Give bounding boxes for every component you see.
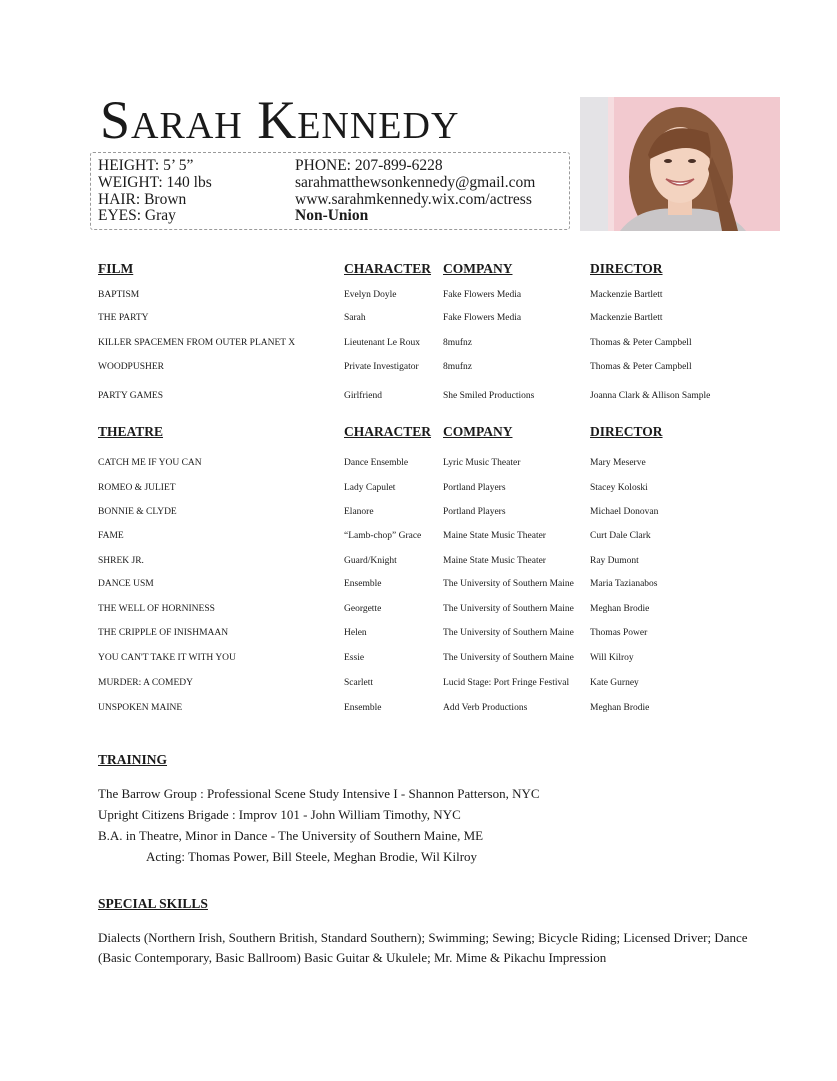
theatre-character: “Lamb-chop” Grace [344,531,422,541]
theatre-director: Will Kilroy [590,653,634,663]
film-director-heading: DIRECTOR [590,261,663,276]
skills-line: Dialects (Northern Irish, Southern British, Standard Southern); Swimming; Sewing; Bicycle Riding; Licensed Driver; Dance [98,930,748,945]
email-text: sarahmatthewsonkennedy@gmail.com [295,174,536,191]
theatre-company: Add Verb Productions [443,703,528,713]
film-title: BAPTISM [98,290,140,300]
theatre-title: UNSPOKEN MAINE [98,703,183,713]
theatre-director: Ray Dumont [590,556,639,566]
theatre-title: CATCH ME IF YOU CAN [98,458,202,468]
film-character: Sarah [344,313,366,323]
phone-text: PHONE: 207-899-6228 [295,157,443,174]
film-company: Fake Flowers Media [443,313,522,323]
theatre-company: The University of Southern Maine [443,579,574,589]
theatre-company: The University of Southern Maine [443,604,574,614]
theatre-director-heading: DIRECTOR [590,424,663,439]
theatre-director: Kate Gurney [590,678,639,688]
theatre-title: SHREK JR. [98,556,144,566]
theatre-director: Maria Tazianabos [590,579,658,589]
skills-line: (Basic Contemporary, Basic Ballroom) Basic Guitar & Ukulele; Mr. Mime & Pikachu Impression [98,950,607,965]
theatre-director: Stacey Koloski [590,483,648,493]
weight-text: WEIGHT: 140 lbs [98,174,212,191]
film-director: Joanna Clark & Allison Sample [590,391,711,401]
film-company: 8mufnz [443,338,473,348]
theatre-title: ROMEO & JULIET [98,483,176,493]
training-heading: TRAINING [98,752,168,767]
page-title: Sarah Kennedy [100,90,460,150]
film-character: Lieutenant Le Roux [344,338,420,348]
film-company: Fake Flowers Media [443,290,522,300]
training-line: Acting: Thomas Power, Bill Steele, Meghan Brodie, Wil Kilroy [146,849,478,864]
theatre-character: Ensemble [344,579,382,589]
theatre-title: FAME [98,531,124,541]
film-director: Thomas & Peter Campbell [590,338,692,348]
film-title: THE PARTY [98,313,149,323]
theatre-director: Mary Meserve [590,458,646,468]
theatre-character: Elanore [344,507,374,517]
theatre-company: Portland Players [443,507,506,517]
theatre-character: Dance Ensemble [344,458,409,468]
special-skills-heading: SPECIAL SKILLS [98,896,208,911]
theatre-company: Lucid Stage: Port Fringe Festival [443,678,570,688]
film-director: Mackenzie Bartlett [590,290,663,300]
theatre-title: DANCE USM [98,579,154,589]
theatre-heading: THEATRE [98,424,164,439]
theatre-character: Georgette [344,604,382,614]
theatre-director: Thomas Power [590,628,648,638]
theatre-company: Portland Players [443,483,506,493]
film-character: Girlfriend [344,391,382,401]
theatre-title: THE CRIPPLE OF INISHMAAN [98,628,229,638]
theatre-character: Ensemble [344,703,382,713]
film-director: Thomas & Peter Campbell [590,362,692,372]
film-character: Private Investigator [344,362,419,372]
theatre-title: BONNIE & CLYDE [98,507,177,517]
film-company: 8mufnz [443,362,473,372]
training-line: The Barrow Group : Professional Scene Study Intensive I - Shannon Patterson, NYC [98,786,540,801]
theatre-title: THE WELL OF HORNINESS [98,604,215,614]
height-text: HEIGHT: 5’ 5” [98,157,194,174]
theatre-director: Meghan Brodie [590,604,650,614]
theatre-character: Essie [344,653,365,663]
theatre-character-heading: CHARACTER [344,424,432,439]
training-line: Upright Citizens Brigade : Improv 101 - John William Timothy, NYC [98,807,461,822]
website-text: www.sarahmkennedy.wix.com/actress [295,191,532,208]
theatre-title: YOU CAN'T TAKE IT WITH YOU [98,653,236,663]
theatre-director: Meghan Brodie [590,703,650,713]
film-character: Evelyn Doyle [344,290,397,300]
eyes-text: EYES: Gray [98,207,176,224]
film-title: WOODPUSHER [98,362,164,372]
film-director: Mackenzie Bartlett [590,313,663,323]
film-character-heading: CHARACTER [344,261,432,276]
theatre-company-heading: COMPANY [443,424,513,439]
theatre-company: The University of Southern Maine [443,628,574,638]
theatre-character: Helen [344,628,367,638]
headshot-photo [580,97,780,231]
film-heading: FILM [98,261,134,276]
theatre-character: Lady Capulet [344,483,396,493]
film-company-heading: COMPANY [443,261,513,276]
theatre-director: Michael Donovan [590,507,659,517]
film-company: She Smiled Productions [443,391,535,401]
training-line: B.A. in Theatre, Minor in Dance - The University of Southern Maine, ME [98,828,484,843]
film-title: PARTY GAMES [98,391,163,401]
hair-text: HAIR: Brown [98,191,187,208]
theatre-company: Maine State Music Theater [443,531,546,541]
theatre-director: Curt Dale Clark [590,531,651,541]
theatre-character: Scarlett [344,678,374,688]
theatre-character: Guard/Knight [344,556,397,566]
union-status: Non-Union [295,207,369,224]
theatre-company: The University of Southern Maine [443,653,574,663]
theatre-title: MURDER: A COMEDY [98,678,194,688]
theatre-company: Maine State Music Theater [443,556,546,566]
theatre-company: Lyric Music Theater [443,458,521,468]
film-title: KILLER SPACEMEN FROM OUTER PLANET X [98,338,296,348]
